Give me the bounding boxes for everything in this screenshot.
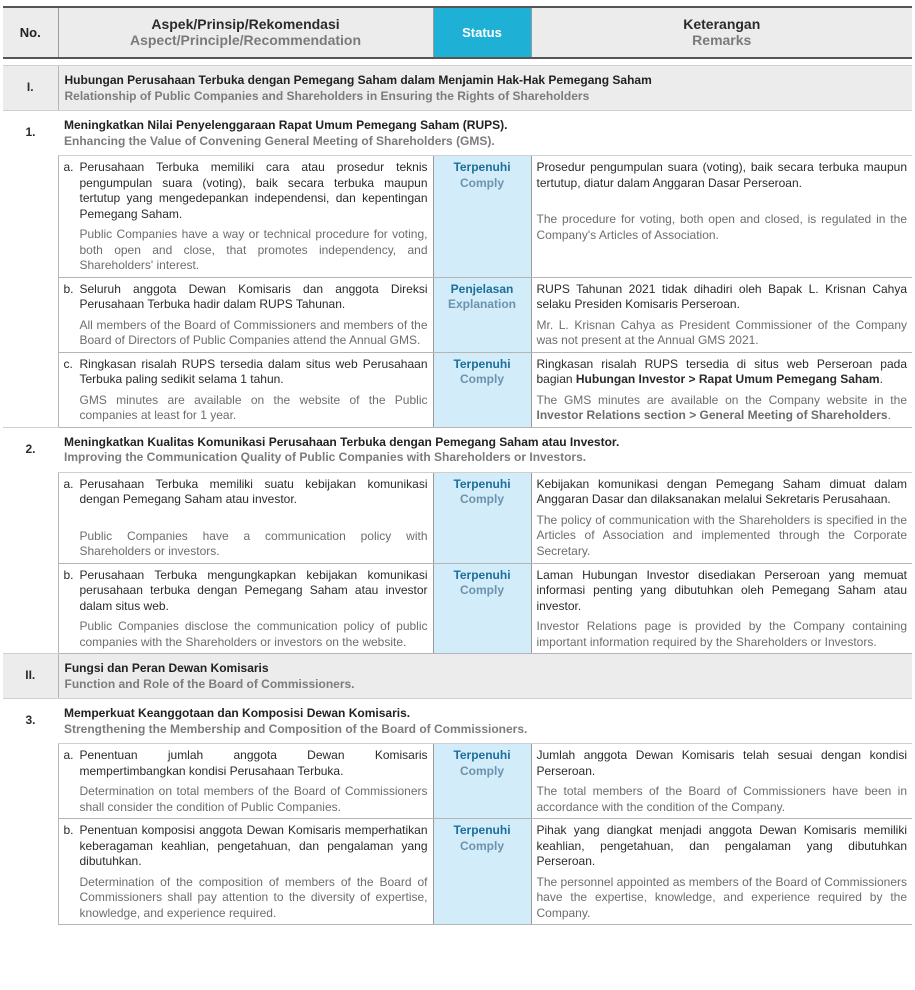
recommendation-title [58, 699, 912, 744]
status-en: Comply [459, 372, 504, 386]
aspect-en-text: GMS minutes are available on the website of the Public companies at least for 1 year. [79, 392, 428, 422]
status-id: Terpenuhi [453, 160, 511, 174]
section-title-id: Hubungan Perusahaan Terbuka dengan Pemegang Saham dalam Menjamin Hak-Hak Pemegang Saham [64, 73, 652, 87]
recommendation-title-en: Strengthening the Membership and Composition of the Board of Commissioners. [64, 721, 528, 736]
header-spacer [3, 58, 912, 66]
recommendation-title [58, 111, 912, 156]
status-id: Terpenuhi [453, 823, 511, 837]
remark-id-text: Kebijakan komunikasi dengan Pemegang Saham dimuat dalam Anggaran Dasar dan dilaksanakan melalui Sekretaris Perusahaan. [536, 476, 907, 506]
remarks-cell [531, 563, 912, 654]
section-number: II. [3, 654, 58, 699]
status-cell [433, 563, 531, 654]
aspect-id-text: Seluruh anggota Dewan Komisaris dan anggota Direksi Perusahaan Terbuka hadir dalam RUPS Tahunan. [79, 281, 428, 311]
table-row [3, 563, 912, 654]
remarks-cell [531, 156, 912, 278]
status-cell [433, 352, 531, 427]
status-en: Comply [459, 492, 504, 506]
recommendation-title-id: Meningkatkan Kualitas Komunikasi Perusahaan Terbuka dengan Pemegang Saham atau Investor. [64, 434, 620, 449]
recommendation-title-en: Improving the Communication Quality of Public Companies with Shareholders or Investors. [64, 450, 587, 464]
item-letter: b. [63, 823, 74, 837]
remark-id-text: Laman Hubungan Investor disediakan Perseroan yang memuat informasi penting yang dibutuhkan oleh Pemegang Saham atau investor. [536, 567, 907, 613]
aspect-en-text: All members of the Board of Commissioners and members of the Board of Directors of Public Companies attend the Annual GMS. [79, 317, 428, 347]
recommendation-row [3, 699, 912, 744]
status-id: Penjelasan [450, 281, 514, 296]
aspect-cell [58, 472, 433, 563]
status-id: Terpenuhi [453, 567, 511, 582]
status-en: Comply [459, 175, 504, 190]
header-aspect-id: Aspek/Prinsip/Rekomendasi [151, 16, 340, 32]
gcg-compliance-table [3, 6, 912, 925]
aspect-cell [58, 352, 433, 427]
item-letter: a. [63, 476, 74, 491]
aspect-id-text: Perusahaan Terbuka mengungkapkan kebijakan komunikasi perusahaan terbuka dengan Pemegang Saham atau investor dalam situs web. [79, 567, 428, 613]
table-header-row [3, 7, 912, 58]
table-row [3, 744, 912, 819]
remarks-cell [531, 819, 912, 925]
item-letter: c. [63, 356, 73, 371]
table-row [3, 352, 912, 427]
aspect-en-text: Public Companies disclose the communication policy of public companies with the Shareholders or investors on the website. [79, 619, 428, 649]
section-title [58, 654, 912, 699]
recommendation-number: 2. [25, 441, 36, 456]
remarks-cell [531, 277, 912, 352]
section-row [3, 654, 912, 699]
remark-id-text: Prosedur pengumpulan suara (voting), baik secara terbuka maupun tertutup, diatur dalam Anggaran Dasar Perseroan. [536, 160, 907, 190]
table-row [3, 472, 912, 563]
recommendation-number: 3. [25, 713, 36, 727]
aspect-en-text: Public Companies have a communication policy with Shareholders or investors. [79, 528, 428, 558]
aspect-cell [58, 563, 433, 654]
aspect-cell [58, 819, 433, 925]
status-id: Terpenuhi [453, 748, 511, 762]
header-remarks-en: Remarks [692, 31, 752, 48]
aspect-cell [58, 277, 433, 352]
status-cell [433, 744, 531, 819]
status-en: Comply [459, 763, 504, 778]
status-id: Terpenuhi [453, 356, 511, 371]
remark-link-path-en: Investor Relations section > General Meeting of Shareholders [536, 408, 888, 422]
table-row [3, 277, 912, 352]
status-cell [433, 472, 531, 563]
table-row [3, 819, 912, 925]
status-cell [433, 277, 531, 352]
header-aspect [58, 7, 433, 58]
remark-en-text: The personnel appointed as members of the Board of Commissioners have the expertise, knowledge, and experience required by the Company. [536, 874, 907, 920]
recommendation-row [3, 427, 912, 472]
recommendation-title-id: Memperkuat Keanggotaan dan Komposisi Dewan Komisaris. [64, 706, 411, 720]
aspect-id-text: Penentuan komposisi anggota Dewan Komisaris memperhatikan keberagaman keahlian, pengetahuan, dan pengalaman yang dibutuhkan. [79, 823, 428, 868]
remark-id-text: Pihak yang diangkat menjadi anggota Dewan Komisaris memiliki keahlian, pengetahuan, dan pengalaman yang dibutuhkan Perseroan. [536, 823, 907, 868]
header-aspect-en: Aspect/Principle/Recommendation [129, 31, 362, 48]
remark-id-text: Jumlah anggota Dewan Komisaris telah sesuai dengan kondisi Perseroan. [536, 748, 907, 778]
recommendation-title-en: Enhancing the Value of Convening General Meeting of Shareholders (GMS). [64, 133, 495, 148]
recommendation-row [3, 111, 912, 156]
aspect-cell [58, 156, 433, 278]
status-cell [433, 819, 531, 925]
header-remarks [531, 7, 912, 58]
status-cell [433, 156, 531, 278]
aspect-id-text: Perusahaan Terbuka memiliki cara atau prosedur teknis pengumpulan suara (voting), baik secara terbuka maupun tertutup yang mengedepankan independensi, dan kepentingan Pemegang Saham. [79, 160, 428, 221]
aspect-en-text: Determination of the composition of members of the Board of Commissioners shall pay attention to the diversity of expertise, knowledge, and experience required. [79, 874, 428, 920]
header-no: No. [3, 7, 58, 58]
remark-en-text: Investor Relations page is provided by the Company containing important information required by the Shareholders or Investors. [536, 619, 907, 649]
recommendation-number: 1. [25, 125, 36, 139]
header-status: Status [433, 7, 531, 58]
aspect-en-text: Determination on total members of the Board of Commissioners shall consider the condition of Public Companies. [79, 784, 428, 814]
header-remarks-id: Keterangan [683, 16, 761, 32]
remark-en-text: The policy of communication with the Shareholders is specified in the Articles of Association and implemented through the Corporate Secretary. [536, 512, 907, 558]
remarks-cell [531, 352, 912, 427]
section-number: I. [3, 66, 58, 111]
status-en: Explanation [447, 297, 516, 311]
item-letter: a. [63, 748, 74, 762]
remark-id-text: RUPS Tahunan 2021 tidak dihadiri oleh Bapak L. Krisnan Cahya selaku Presiden Komisaris Perseroan. [536, 281, 907, 311]
remark-en-text: The total members of the Board of Commissioners have been in accordance with the condition of the Company. [536, 784, 907, 814]
status-en: Comply [459, 838, 504, 853]
table-row [3, 156, 912, 278]
remark-id-text: Ringkasan risalah RUPS tersedia di situs web Perseroan pada bagian Hubungan Investor > Rapat Umum Pemegang Saham. [536, 356, 907, 386]
item-letter: b. [63, 567, 74, 582]
section-title-en: Relationship of Public Companies and Shareholders in Ensuring the Rights of Shareholders [64, 88, 590, 103]
recommendation-title-id: Meningkatkan Nilai Penyelenggaraan Rapat Umum Pemegang Saham (RUPS). [64, 118, 508, 132]
remark-en-text: Mr. L. Krisnan Cahya as President Commissioner of the Company was not present at the Annual GMS 2021. [536, 317, 907, 347]
item-letter: a. [63, 160, 74, 174]
aspect-id-text: Perusahaan Terbuka memiliki suatu kebijakan komunikasi dengan Pemegang Saham atau investor. [79, 476, 428, 506]
aspect-en-text: Public Companies have a way or technical procedure for voting, both open and close, that promotes independency, and Shareholders' interest. [79, 227, 428, 272]
recommendation-title [58, 427, 912, 472]
remarks-cell [531, 472, 912, 563]
section-title [58, 66, 912, 111]
remarks-cell [531, 744, 912, 819]
remark-en-text: The procedure for voting, both open and closed, is regulated in the Company's Articles of Association. [536, 212, 907, 242]
section-row [3, 66, 912, 111]
status-en: Comply [459, 583, 504, 597]
aspect-cell [58, 744, 433, 819]
status-id: Terpenuhi [453, 476, 511, 491]
section-title-en: Function and Role of the Board of Commissioners. [64, 676, 355, 691]
aspect-id-text: Ringkasan risalah RUPS tersedia dalam situs web Perusahaan Terbuka paling sedikit selama 1 tahun. [79, 356, 428, 386]
remark-link-path-id: Hubungan Investor > Rapat Umum Pemegang Saham [575, 372, 880, 386]
aspect-id-text: Penentuan jumlah anggota Dewan Komisaris mempertimbangkan kondisi Perusahaan Terbuka. [79, 748, 428, 778]
item-letter: b. [63, 281, 74, 296]
section-title-id: Fungsi dan Peran Dewan Komisaris [64, 661, 269, 675]
remark-en-text: The GMS minutes are available on the Company website in the Investor Relations section > General Meeting of Shareholders. [536, 392, 907, 422]
